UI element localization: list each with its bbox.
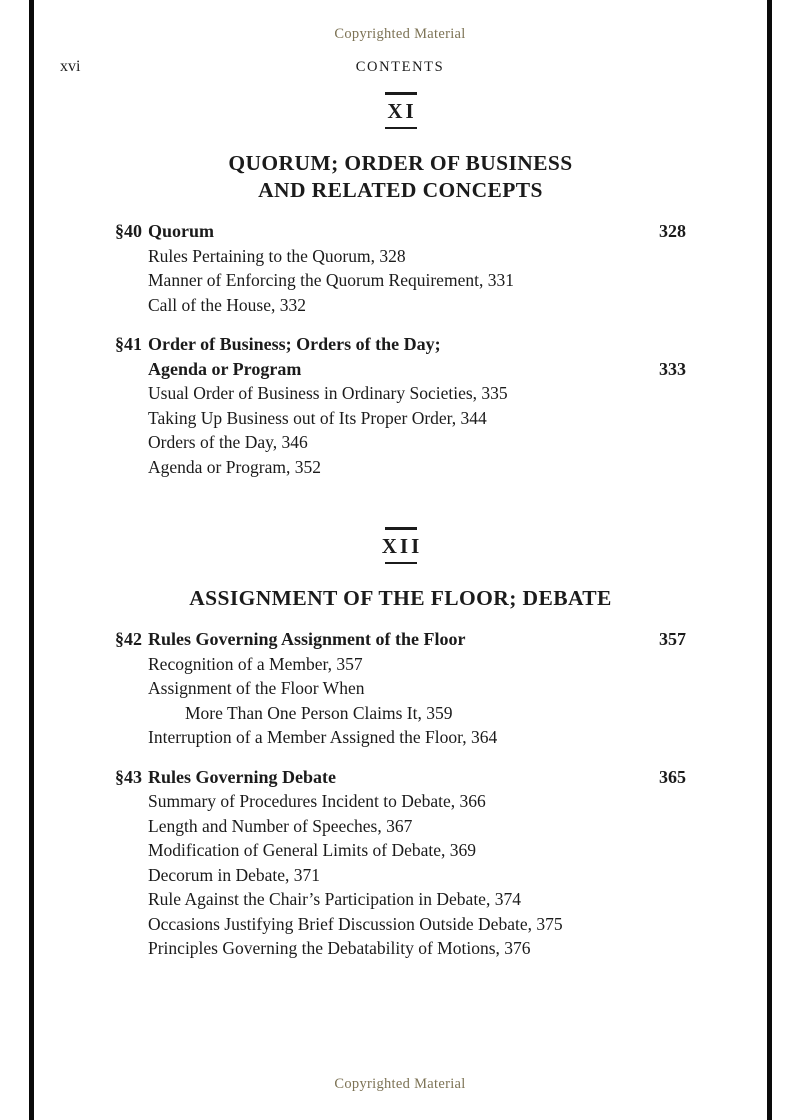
section-heading-row: [115, 765, 686, 790]
chapter-title-line: QUORUM; ORDER OF BUSINESS: [228, 151, 573, 175]
section-label: §43: [115, 766, 142, 787]
toc-entry: Recognition of a Member, 357: [148, 653, 363, 674]
section-heading-row: [115, 627, 686, 652]
toc-entry: Agenda or Program, 352: [148, 456, 322, 477]
toc-entry: Principles Governing the Debatability of Motions, 376: [148, 938, 531, 958]
section-page-number: [630, 332, 686, 357]
section-label: [115, 357, 148, 382]
toc-entry: Decorum in Debate, 371: [148, 864, 321, 885]
chapter-head: [115, 86, 686, 129]
toc-entry: More Than One Person Claims It, 359: [185, 702, 453, 723]
copyright-banner-top: Copyrighted Material: [334, 26, 466, 42]
toc-entry: Length and Number of Speeches, 367: [148, 815, 413, 836]
chapter-block: [115, 521, 686, 961]
chapter-title: [115, 150, 686, 204]
section-label: §40: [115, 221, 142, 241]
running-head: CONTENTS: [355, 59, 445, 75]
toc: [115, 86, 686, 961]
toc-entry: Taking Up Business out of Its Proper Order, 344: [148, 407, 487, 428]
toc-section: [115, 219, 686, 317]
section-title-line: Agenda or Program: [148, 358, 302, 379]
section-label: §42: [115, 629, 142, 649]
section-page-number: 328: [659, 221, 686, 241]
chapter-rule-top: [385, 92, 417, 95]
toc-section: [115, 332, 686, 479]
chapter-numeral: XI: [387, 98, 417, 123]
chapter-title-line: AND RELATED CONCEPTS: [258, 178, 543, 202]
toc-entry: Occasions Justifying Brief Discussion Outside Debate, 375: [148, 913, 563, 934]
toc-entry: Assignment of the Floor When: [148, 678, 365, 698]
section-label: §41: [115, 334, 142, 354]
section-title-line: Quorum: [148, 221, 215, 241]
section-page-number: 333: [659, 358, 686, 379]
section-page-number: 357: [659, 629, 686, 649]
section-page-number: 365: [659, 766, 686, 787]
chapter-title: [115, 585, 686, 612]
page-header: [0, 58, 800, 76]
chapter-title-line: ASSIGNMENT OF THE FLOOR; DEBATE: [189, 586, 612, 610]
page-edge-right: [767, 0, 772, 1120]
toc-entry: Interruption of a Member Assigned the Floor, 364: [148, 727, 498, 747]
section-heading-row: [115, 357, 686, 382]
toc-entry: Usual Order of Business in Ordinary Societies, 335: [148, 383, 508, 403]
toc-section: [115, 627, 686, 750]
toc-entry: Orders of the Day, 346: [148, 432, 308, 452]
toc-entry: Rules Pertaining to the Quorum, 328: [148, 245, 406, 266]
section-title-line: Rules Governing Debate: [148, 766, 336, 787]
toc-entry: Rule Against the Chair’s Participation in Debate, 374: [148, 889, 521, 909]
copyright-banner-bottom: Copyrighted Material: [334, 1076, 466, 1092]
page-edge-left: [29, 0, 34, 1120]
chapter-numeral: XII: [381, 533, 423, 558]
toc-entry: Call of the House, 332: [148, 294, 306, 315]
chapter-block: [115, 86, 686, 479]
section-heading-row: [115, 332, 686, 357]
toc-entry: Manner of Enforcing the Quorum Requirement, 331: [148, 270, 514, 290]
section-heading-row: [115, 219, 686, 244]
chapter-rule-top: [385, 527, 417, 530]
section-title-line: Rules Governing Assignment of the Floor: [148, 629, 466, 649]
chapter-rule-bottom: [385, 127, 417, 130]
toc-entry: Summary of Procedures Incident to Debate, 366: [148, 791, 486, 811]
page-number: xvi: [60, 58, 81, 75]
toc-section: [115, 765, 686, 961]
chapter-head: [115, 521, 686, 564]
toc-entry: Modification of General Limits of Debate, 369: [148, 840, 477, 860]
chapter-rule-bottom: [385, 562, 417, 565]
section-title-line: Order of Business; Orders of the Day;: [148, 334, 441, 354]
